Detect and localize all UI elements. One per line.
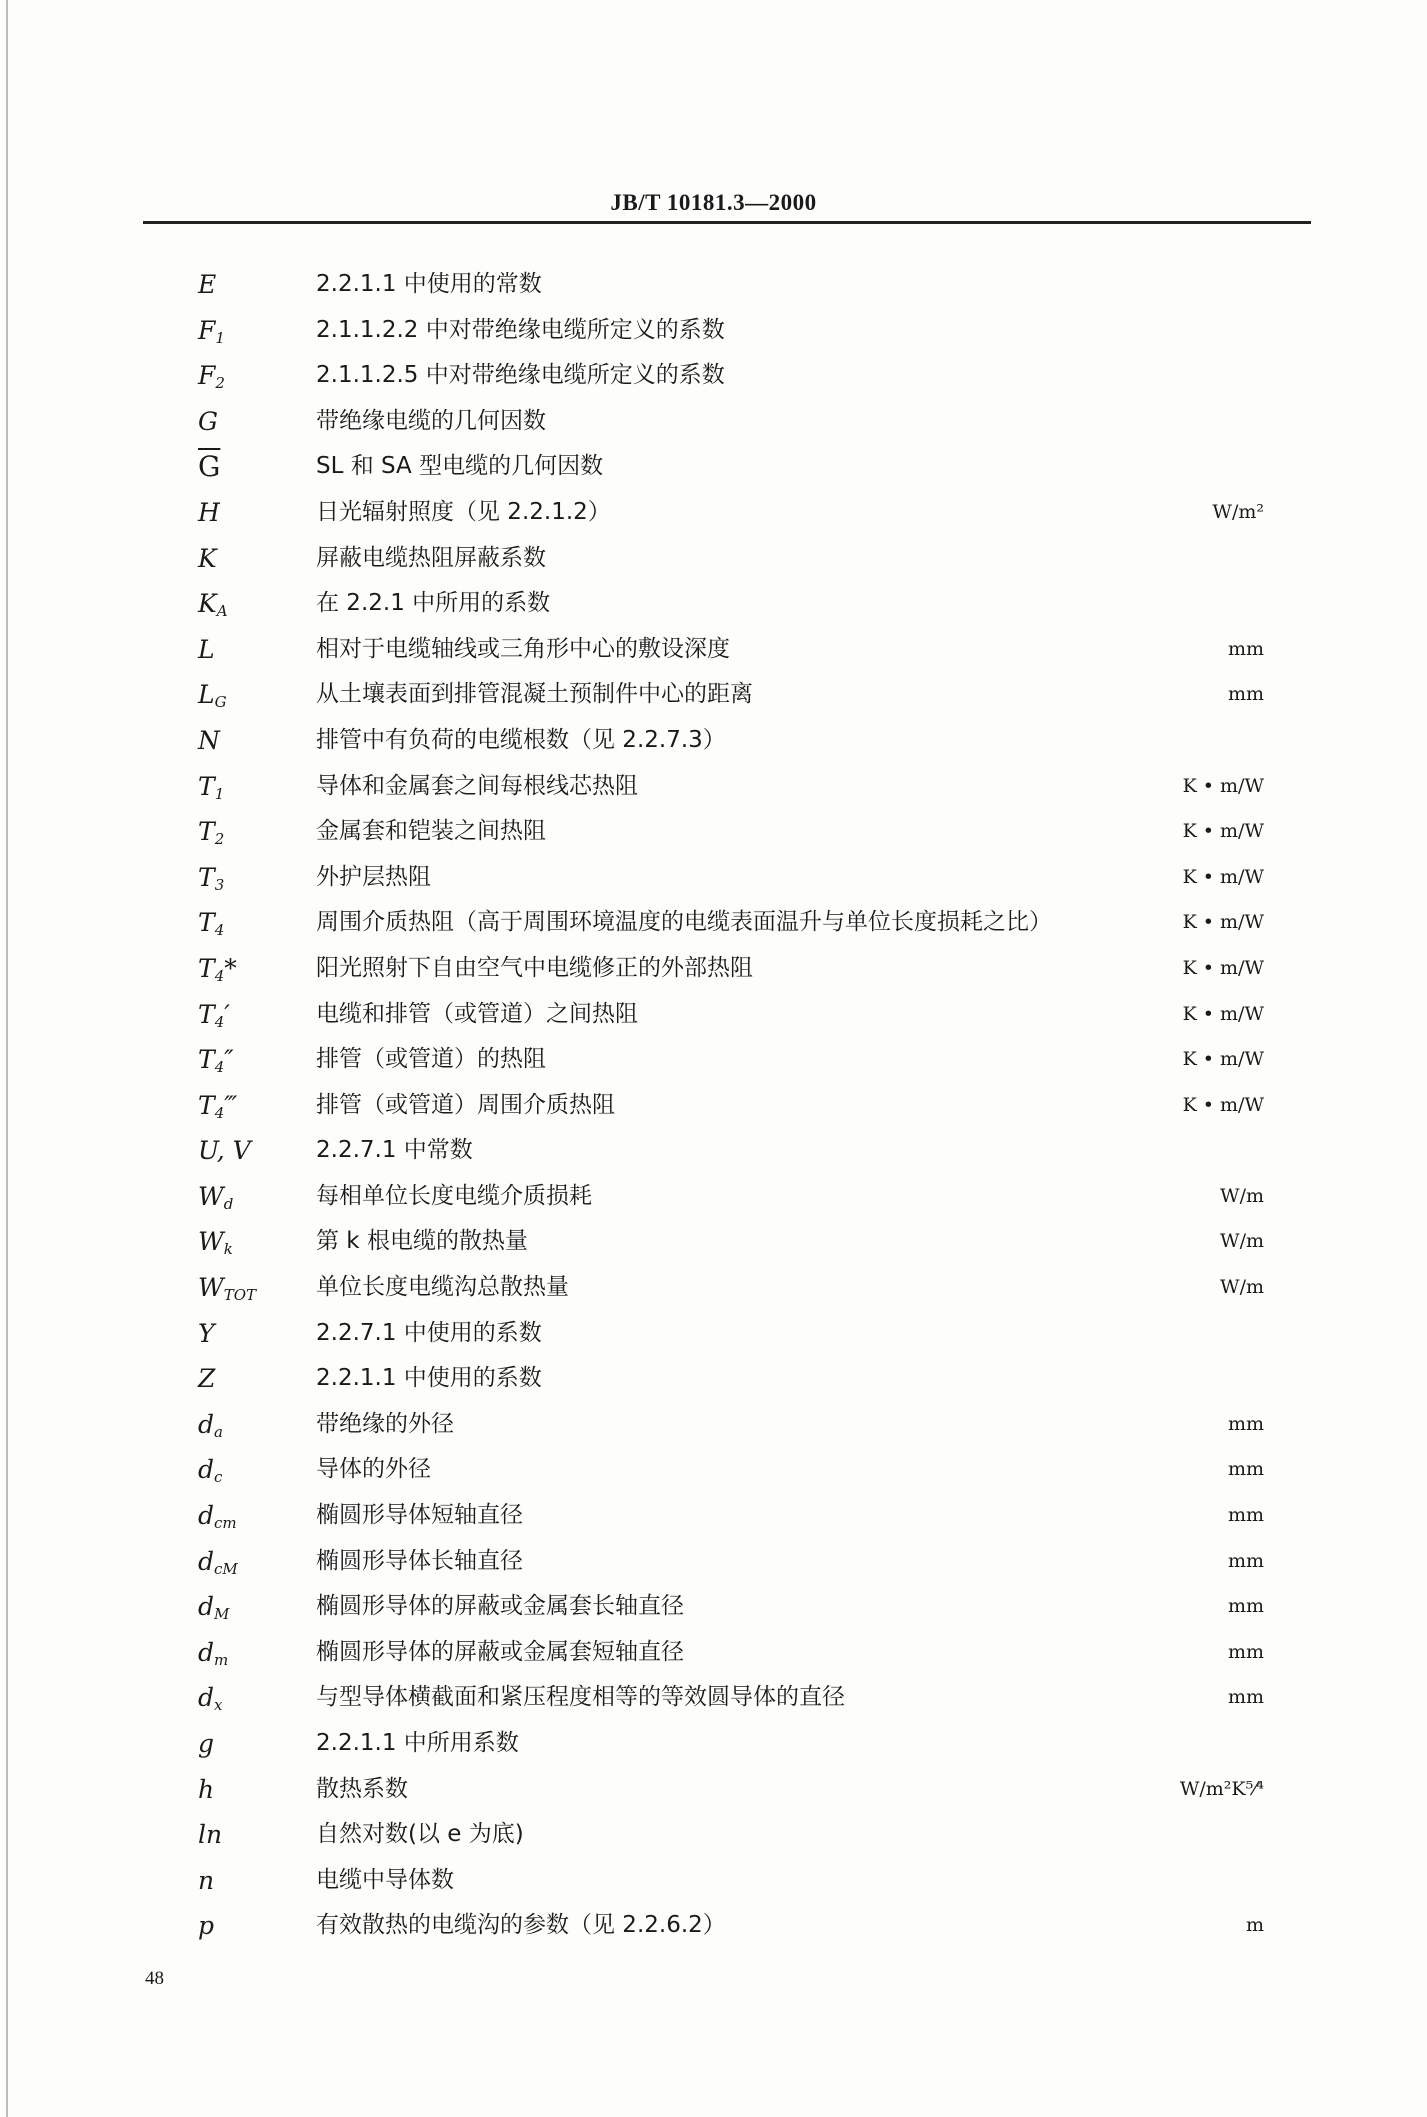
symbol (198, 1083, 237, 1129)
symbol-unit: K • m/W (1182, 820, 1264, 843)
symbol (198, 627, 215, 673)
symbol-description: 椭圆形导体的屏蔽或金属套长轴直径 (316, 1593, 684, 1620)
symbol-subscript: k (223, 1240, 233, 1259)
symbol-unit: mm (1227, 1458, 1264, 1481)
symbol (198, 581, 228, 627)
symbol-row (0, 581, 1427, 627)
symbol-row (0, 1721, 1427, 1767)
symbol (198, 1493, 237, 1539)
symbol-subscript: A (216, 602, 228, 621)
symbol-row (0, 1812, 1427, 1858)
symbol-row (0, 1311, 1427, 1357)
symbol (198, 946, 237, 992)
symbol-letter: T (198, 999, 215, 1029)
standard-number-header: JB/T 10181.3—2000 (610, 190, 817, 215)
symbol-description: 2.1.1.2.5 中对带绝缘电缆所定义的系数 (316, 362, 725, 389)
symbol-subscript: G (214, 693, 227, 712)
symbol-letter: Y (198, 1318, 215, 1348)
symbol-description: 从土壤表面到排管混凝土预制件中心的距离 (316, 681, 753, 708)
symbol-row (0, 399, 1427, 445)
symbol-row (0, 262, 1427, 308)
symbol-row (0, 672, 1427, 718)
symbol-row (0, 1858, 1427, 1904)
symbol-description: 椭圆形导体短轴直径 (316, 1502, 523, 1529)
symbol-description: 导体和金属套之间每根线芯热阻 (316, 772, 638, 799)
symbol (198, 1539, 238, 1585)
symbol-subscript: 1 (214, 784, 225, 803)
symbol-row (0, 764, 1427, 810)
symbol (198, 1767, 214, 1813)
symbol-description: 椭圆形导体长轴直径 (316, 1547, 523, 1574)
symbol-description: 单位长度电缆沟总散热量 (316, 1274, 569, 1301)
symbol-description: 2.2.1.1 中使用的常数 (316, 271, 542, 297)
symbol-letter: T (198, 1090, 215, 1120)
symbol-subscript: M (214, 1605, 230, 1624)
symbol-suffix: ‴ (224, 1090, 238, 1120)
symbol-row (0, 1356, 1427, 1402)
symbol-row (0, 1037, 1427, 1083)
symbol-letter: G (198, 406, 218, 436)
symbol-subscript: 2 (214, 830, 225, 849)
symbol-row (0, 1265, 1427, 1311)
symbol-unit: mm (1227, 637, 1264, 660)
symbol-letter: d (198, 1683, 215, 1713)
symbol (198, 855, 224, 901)
symbol-row (0, 308, 1427, 354)
symbol-unit: K • m/W (1182, 1048, 1264, 1071)
symbol-unit: W/m (1220, 1184, 1264, 1207)
symbol-row (0, 536, 1427, 582)
symbol-letter: d (198, 1592, 215, 1622)
symbol-subscript: 4 (214, 966, 225, 985)
symbol-description: 2.2.1.1 中使用的系数 (316, 1365, 542, 1392)
symbol (198, 992, 230, 1038)
symbol (198, 444, 220, 490)
symbol (198, 399, 218, 445)
symbol-description: 在 2.2.1 中所用的系数 (316, 590, 551, 617)
symbol-unit: K • m/W (1182, 774, 1264, 797)
symbol-row (0, 1174, 1427, 1220)
symbol-letter: H (198, 497, 220, 527)
symbol-subscript: 4 (214, 1012, 225, 1031)
symbol (198, 900, 224, 946)
symbol-description: 与型导体横截面和紧压程度相等的等效圆导体的直径 (316, 1684, 845, 1711)
symbol-suffix: * (224, 953, 237, 983)
symbol-row (0, 855, 1427, 901)
symbol-description: 2.2.1.1 中所用系数 (316, 1730, 519, 1756)
symbol-description: 金属套和铠装之间热阻 (316, 818, 546, 845)
symbol-letter: L (198, 634, 215, 664)
symbol-row (0, 718, 1427, 764)
symbol (198, 536, 217, 582)
symbol-row (0, 1493, 1427, 1539)
symbol (198, 1174, 233, 1220)
symbol-letter: $\overline{G}$ (198, 450, 221, 484)
symbol-unit: W/m (1220, 1276, 1264, 1299)
symbol-subscript: x (214, 1696, 223, 1715)
symbol-row (0, 1630, 1427, 1676)
symbol-suffix: ″ (224, 1045, 234, 1075)
symbol (198, 1858, 214, 1904)
symbol-description: 相对于电缆轴线或三角形中心的敷设深度 (316, 635, 730, 662)
symbol-subscript: 4 (214, 1058, 225, 1077)
symbol-description: 电缆和排管（或管道）之间热阻 (316, 1000, 638, 1027)
symbol (198, 1128, 251, 1174)
symbol-description: 有效散热的电缆沟的参数（见 2.2.6.2） (316, 1912, 726, 1939)
symbol-letter: N (198, 725, 220, 755)
symbol-unit: mm (1227, 1686, 1264, 1709)
symbol-subscript: cM (214, 1559, 238, 1578)
symbol-letter: n (198, 1865, 215, 1895)
symbol-letter: p (198, 1911, 215, 1941)
symbol (198, 1721, 214, 1767)
symbol-suffix: ′ (224, 999, 230, 1029)
symbol-subscript: c (214, 1468, 223, 1487)
symbol-letter: Z (198, 1364, 216, 1394)
symbol-letter: W (198, 1181, 224, 1211)
symbol-letter: T (198, 862, 215, 892)
symbol (198, 1219, 233, 1265)
symbol-row (0, 1128, 1427, 1174)
symbol (198, 1447, 222, 1493)
symbol-letter: W (198, 1273, 224, 1303)
symbol (198, 1630, 228, 1676)
symbol-list (0, 262, 1427, 1949)
symbol-letter: g (198, 1729, 215, 1758)
symbol-letter: d (198, 1501, 215, 1531)
symbol-description: 周围介质热阻（高于周围环境温度的电缆表面温升与单位长度损耗之比） (316, 909, 1052, 936)
symbol-description: 散热系数 (316, 1775, 408, 1802)
symbol-subscript: 1 (215, 328, 225, 347)
symbol-letter: ln (198, 1820, 223, 1850)
symbol-unit: mm (1227, 1640, 1264, 1663)
symbol-row (0, 444, 1427, 490)
symbol-row (0, 1539, 1427, 1585)
symbol-letter: K (198, 543, 217, 573)
symbol (198, 1265, 256, 1311)
symbol-letter: T (198, 953, 215, 983)
symbol-letter: T (198, 1045, 215, 1075)
symbol-unit: W/m² (1212, 500, 1264, 523)
symbol-subscript: cm (214, 1514, 237, 1533)
symbol-row (0, 1447, 1427, 1493)
symbol-letter: T (198, 817, 215, 847)
symbol (198, 764, 224, 810)
symbol-row (0, 992, 1427, 1038)
symbol-unit: m (1245, 1914, 1264, 1937)
symbol-row (0, 1584, 1427, 1630)
symbol-unit: K • m/W (1182, 911, 1264, 934)
symbol-subscript: m (214, 1650, 229, 1669)
symbol-row (0, 627, 1427, 673)
symbol (198, 718, 220, 764)
symbol-description: 2.2.7.1 中使用的系数 (316, 1319, 542, 1346)
symbol-unit: mm (1227, 1504, 1264, 1527)
symbol-unit: K • m/W (1182, 1002, 1264, 1025)
symbol-letter: U, V (198, 1136, 251, 1166)
symbol-subscript: TOT (223, 1286, 257, 1305)
symbol-description: 带绝缘电缆的几何因数 (316, 407, 546, 434)
symbol-row (0, 1402, 1427, 1448)
symbol (198, 1584, 229, 1630)
symbol (198, 490, 220, 536)
symbol (198, 809, 224, 855)
symbol (198, 1675, 222, 1721)
symbol (198, 353, 225, 399)
symbol (198, 1402, 223, 1448)
symbol-unit: K • m/W (1182, 1093, 1264, 1116)
symbol-description: 屏蔽电缆热阻屏蔽系数 (316, 544, 546, 571)
symbol-row (0, 353, 1427, 399)
symbol-letter: T (198, 908, 215, 938)
symbol-letter: W (198, 1227, 224, 1257)
header-rule (143, 221, 1311, 224)
symbol (198, 1311, 215, 1357)
symbol-row (0, 1767, 1427, 1813)
symbol-unit: mm (1227, 1549, 1264, 1572)
symbol-description: 排管（或管道）周围介质热阻 (316, 1091, 615, 1118)
page-number: 48 (145, 1968, 164, 1989)
symbol-row (0, 1675, 1427, 1721)
symbol-description: 阳光照射下自由空气中电缆修正的外部热阻 (316, 954, 753, 981)
symbol-letter: h (198, 1774, 215, 1804)
symbol-letter: F (198, 315, 216, 345)
symbol (198, 308, 225, 354)
symbol-letter: d (198, 1637, 215, 1667)
symbol (198, 262, 216, 308)
symbol-row (0, 490, 1427, 536)
symbol-row (0, 1083, 1427, 1129)
symbol-description: 2.2.7.1 中常数 (316, 1137, 473, 1164)
symbol (198, 1037, 234, 1083)
symbol-description: 日光辐射照度（见 2.2.1.2） (316, 498, 611, 525)
symbol-subscript: 4 (214, 1103, 225, 1122)
symbol-description: 导体的外径 (316, 1456, 431, 1483)
symbol-subscript: d (223, 1194, 234, 1213)
symbol-unit: mm (1227, 1412, 1264, 1435)
symbol-letter: d (198, 1546, 215, 1576)
symbol-subscript: 4 (214, 921, 225, 940)
symbol (198, 1812, 222, 1858)
symbol-row (0, 900, 1427, 946)
symbol-row (0, 809, 1427, 855)
symbol-description: 排管中有负荷的电缆根数（见 2.2.7.3） (316, 726, 726, 753)
symbol-description: 2.1.1.2.2 中对带绝缘电缆所定义的系数 (316, 316, 725, 343)
symbol-letter: d (198, 1409, 215, 1439)
symbol-description: 每相单位长度电缆介质损耗 (316, 1182, 592, 1209)
symbol-description: SL 和 SA 型电缆的几何因数 (316, 453, 604, 480)
symbol (198, 1903, 214, 1949)
symbol-description: 带绝缘的外径 (316, 1410, 454, 1437)
symbol-description: 排管（或管道）的热阻 (316, 1046, 546, 1073)
symbol-letter: d (198, 1455, 215, 1485)
symbol-row (0, 1219, 1427, 1265)
symbol-row (0, 946, 1427, 992)
symbol-row (0, 1903, 1427, 1949)
symbol-description: 椭圆形导体的屏蔽或金属套短轴直径 (316, 1638, 684, 1665)
symbol-description: 自然对数(以 e 为底) (316, 1821, 524, 1848)
symbol-unit: mm (1227, 1595, 1264, 1618)
symbol-letter: T (198, 771, 215, 801)
symbol-unit: mm (1227, 683, 1264, 706)
symbol-unit: W/m (1220, 1230, 1264, 1253)
symbol-subscript: a (214, 1422, 223, 1441)
symbol-description: 电缆中导体数 (316, 1866, 454, 1893)
symbol-letter: K (198, 589, 217, 619)
symbol-unit: W/m²K⁵⁄⁴ (1179, 1777, 1264, 1800)
symbol-unit: K • m/W (1182, 956, 1264, 979)
symbol (198, 1356, 215, 1402)
symbol-description: 外护层热阻 (316, 863, 431, 890)
symbol-unit: K • m/W (1182, 865, 1264, 888)
symbol-description: 第 k 根电缆的散热量 (316, 1228, 528, 1255)
symbol (198, 672, 227, 718)
symbol-letter: F (198, 361, 216, 391)
symbol-letter: E (198, 270, 217, 299)
symbol-letter: L (198, 680, 215, 710)
symbol-subscript: 3 (214, 875, 225, 894)
symbol-subscript: 2 (215, 374, 225, 393)
